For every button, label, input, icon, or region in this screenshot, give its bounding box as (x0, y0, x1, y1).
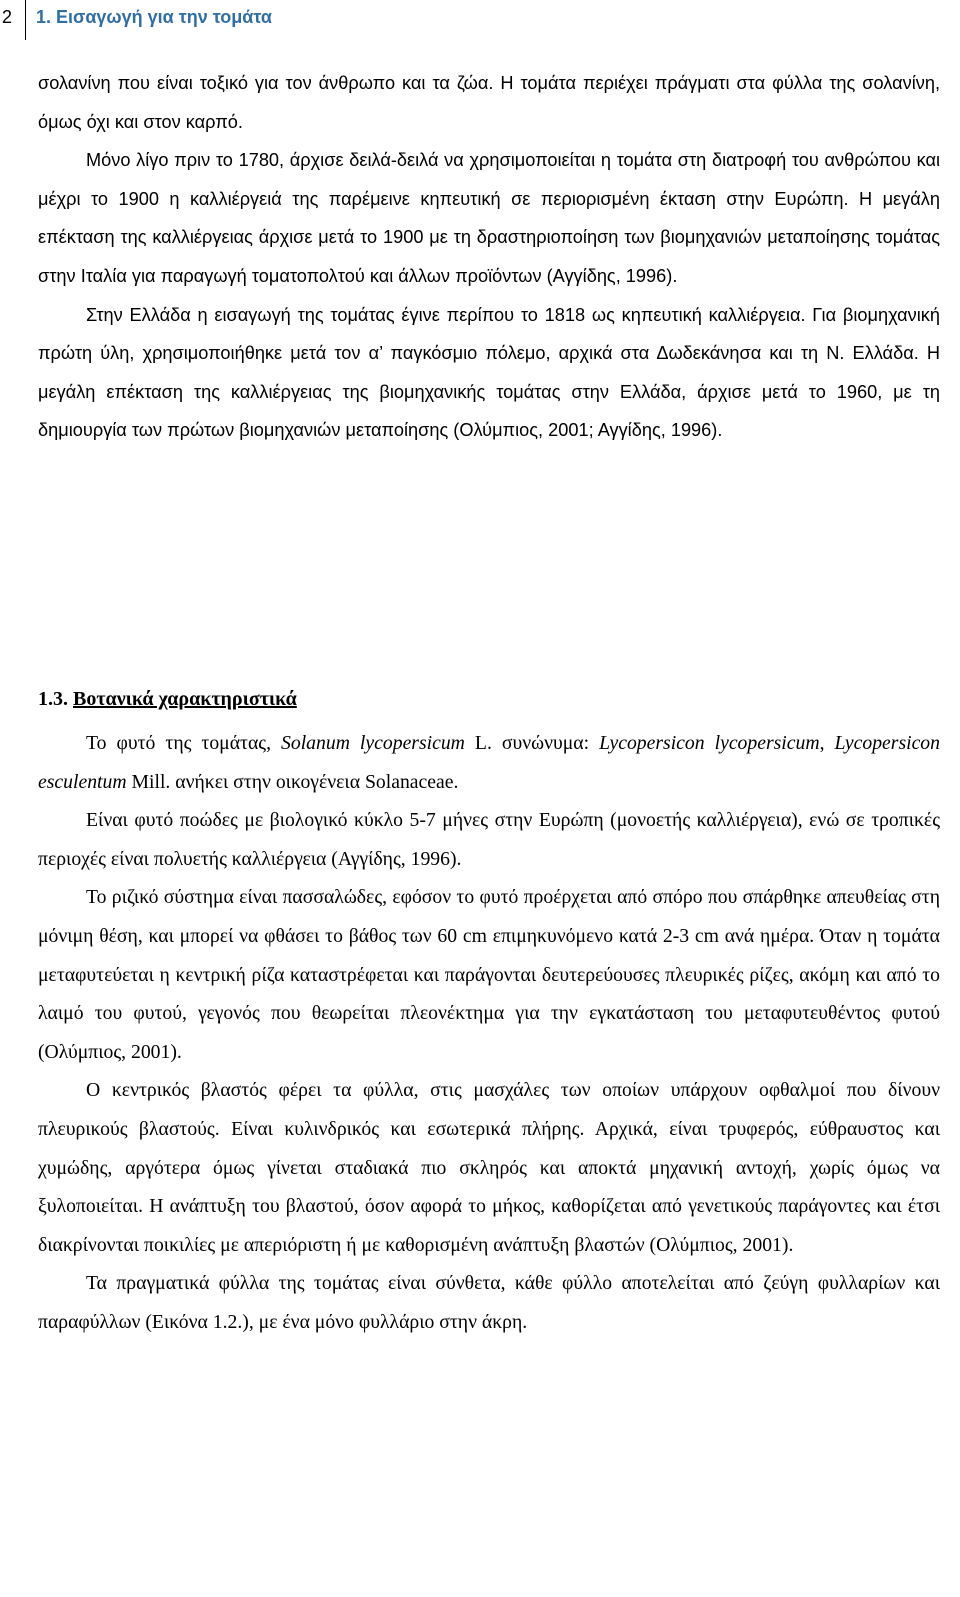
chapter-title: 1. Εισαγωγή για την τομάτα (36, 7, 272, 27)
history-italy-end: Ιταλία για παραγωγή τοματοπολτού και άλλων προϊόντων (Αγγίδης, 1996). (80, 265, 678, 286)
paragraph-leaves: Τα πραγματικά φύλλα της τομάτας είναι σύνθετα, κάθε φύλλο αποτελείται από ζεύγη φυλλαρίων και παραφύλλων (Εικόνα 1.2.), με ένα μόνο φυλλάριο στην άκρη. (38, 1272, 940, 1333)
paragraph-stem: Ο κεντρικός βλαστός φέρει τα φύλλα, στις μασχάλες των οποίων υπάρχουν οφθαλμοί που δίνουν πλευρικούς βλαστούς. Είναι κυλινδρικός και εσωτερικά πλήρης. Αρχικά, είναι τρυφερός, εύθραυστος και χυμώδης, αργότερα όμως γίνεται σταδιακά πιο σκληρός και αποκτά μηχανική αντοχή, χωρίς όμως να ξυλοποιείται. Η ανάπτυξη του βλαστού, όσον αφορά το μήκος, καθορίζεται από γενετικούς παράγοντες και έτσι διακρίνονται ποικιλίες με απεριόριστη ή με καθορισμένη ανάπτυξη βλαστών (Ολύμπιος, 2001). (38, 1079, 940, 1256)
taxonomy-mid: L. συνώνυμα: (464, 732, 600, 754)
paragraph-history-greece: Στην Ελλάδα η εισαγωγή της τομάτας έγινε περίπου το 1818 ως κηπευτική καλλιέργεια. Για βιομηχανική πρώτη ύλη, χρησιμοποιήθηκε μετά τον α’ παγκόσμιο πόλεμο, αρχικά στα Δωδεκάνησα και τη Ν. Ελλάδα. Η μεγάλη επέκταση της καλλιέργειας της βιομηχανικής τομάτας στην Ελλάδα, άρχισε μετά το 1960, με τη δημιουργία των πρώτων βιομηχανιών μεταποίησης (Ολύμπιος, 2001; Αγγίδης, 1996). (38, 304, 940, 441)
paragraph-root-system: Το ριζικό σύστημα είναι πασσαλώδες, εφόσον το φυτό προέρχεται από σπόρο που σπάρθηκε απευθείας στη μόνιμη θέση, και μπορεί να φθάσει το βάθος των 60 cm επιμηκυνόμενο κατά 2-3 cm ανά ημέρα. Όταν η τομάτα μεταφυτεύεται η κεντρική ρίζα καταστρέφεται και παράγονται δευτερεύουσες πλευρικές ρίζες, ακόμη και από το λαιμό του φυτού, γεγονός που θεωρείται πλεονέκτημα για την εγκατάσταση του μεταφυτευθέντος φυτού (Ολύμπιος, 2001). (38, 886, 940, 1063)
synonym-1: Lycopersicon lycopersicum (599, 732, 820, 754)
paragraph-taxonomy (38, 724, 940, 801)
taxonomy-end: Mill. ανήκει στην οικογένεια Solanaceae. (126, 770, 459, 793)
botany-text-block (38, 724, 940, 1342)
section-number: 1.3. (38, 688, 68, 710)
section-heading (38, 684, 297, 714)
paragraph-history-europe (38, 141, 940, 295)
paragraph-life-cycle: Είναι φυτό ποώδες με βιολογικό κύκλο 5-7 μήνες στην Ευρώπη (μονοετής καλλιέργεια), ενώ σε τροπικές περιοχές είναι πολυετής καλλιέργεια (Αγγίδης, 1996). (38, 809, 940, 870)
paragraph-solanine: σολανίνη που είναι τοξικό για τον άνθρωπο και τα ζώα. Η τομάτα περιέχει πράγματι στα φύλλα της σολανίνη, όμως όχι και στον καρπό. (38, 73, 940, 132)
taxonomy-lead: Το φυτό της τομάτας, (86, 732, 282, 754)
species-name: Solanum lycopersicum (281, 732, 465, 754)
history-europe-text: Μόνο λίγο πριν το 1780, άρχισε δειλά-δειλά να χρησιμοποιείται η τομάτα στη διατροφή του ανθρώπου και μέχρι το 1900 η καλλιέργειά της παρέμεινε κηπευτική σε περιορισμένη έκταση στην Ευρώπη. (38, 150, 940, 209)
page-number: 2 (2, 7, 13, 27)
history-italy-text: Η μεγάλη επέκταση της καλλιέργειας άρχισε μετά το 1900 με τη δραστηριοποίηση των βιομηχανιών μεταποίησης τομάτας στην (38, 188, 940, 286)
synonym-2: Lycopersicon esculentum (38, 732, 940, 793)
intro-text-block (38, 64, 940, 450)
section-title: Βοτανικά χαρακτηριστικά (73, 688, 297, 710)
page-header (0, 0, 960, 40)
header-divider (25, 0, 26, 40)
taxonomy-comma: , (819, 732, 835, 754)
